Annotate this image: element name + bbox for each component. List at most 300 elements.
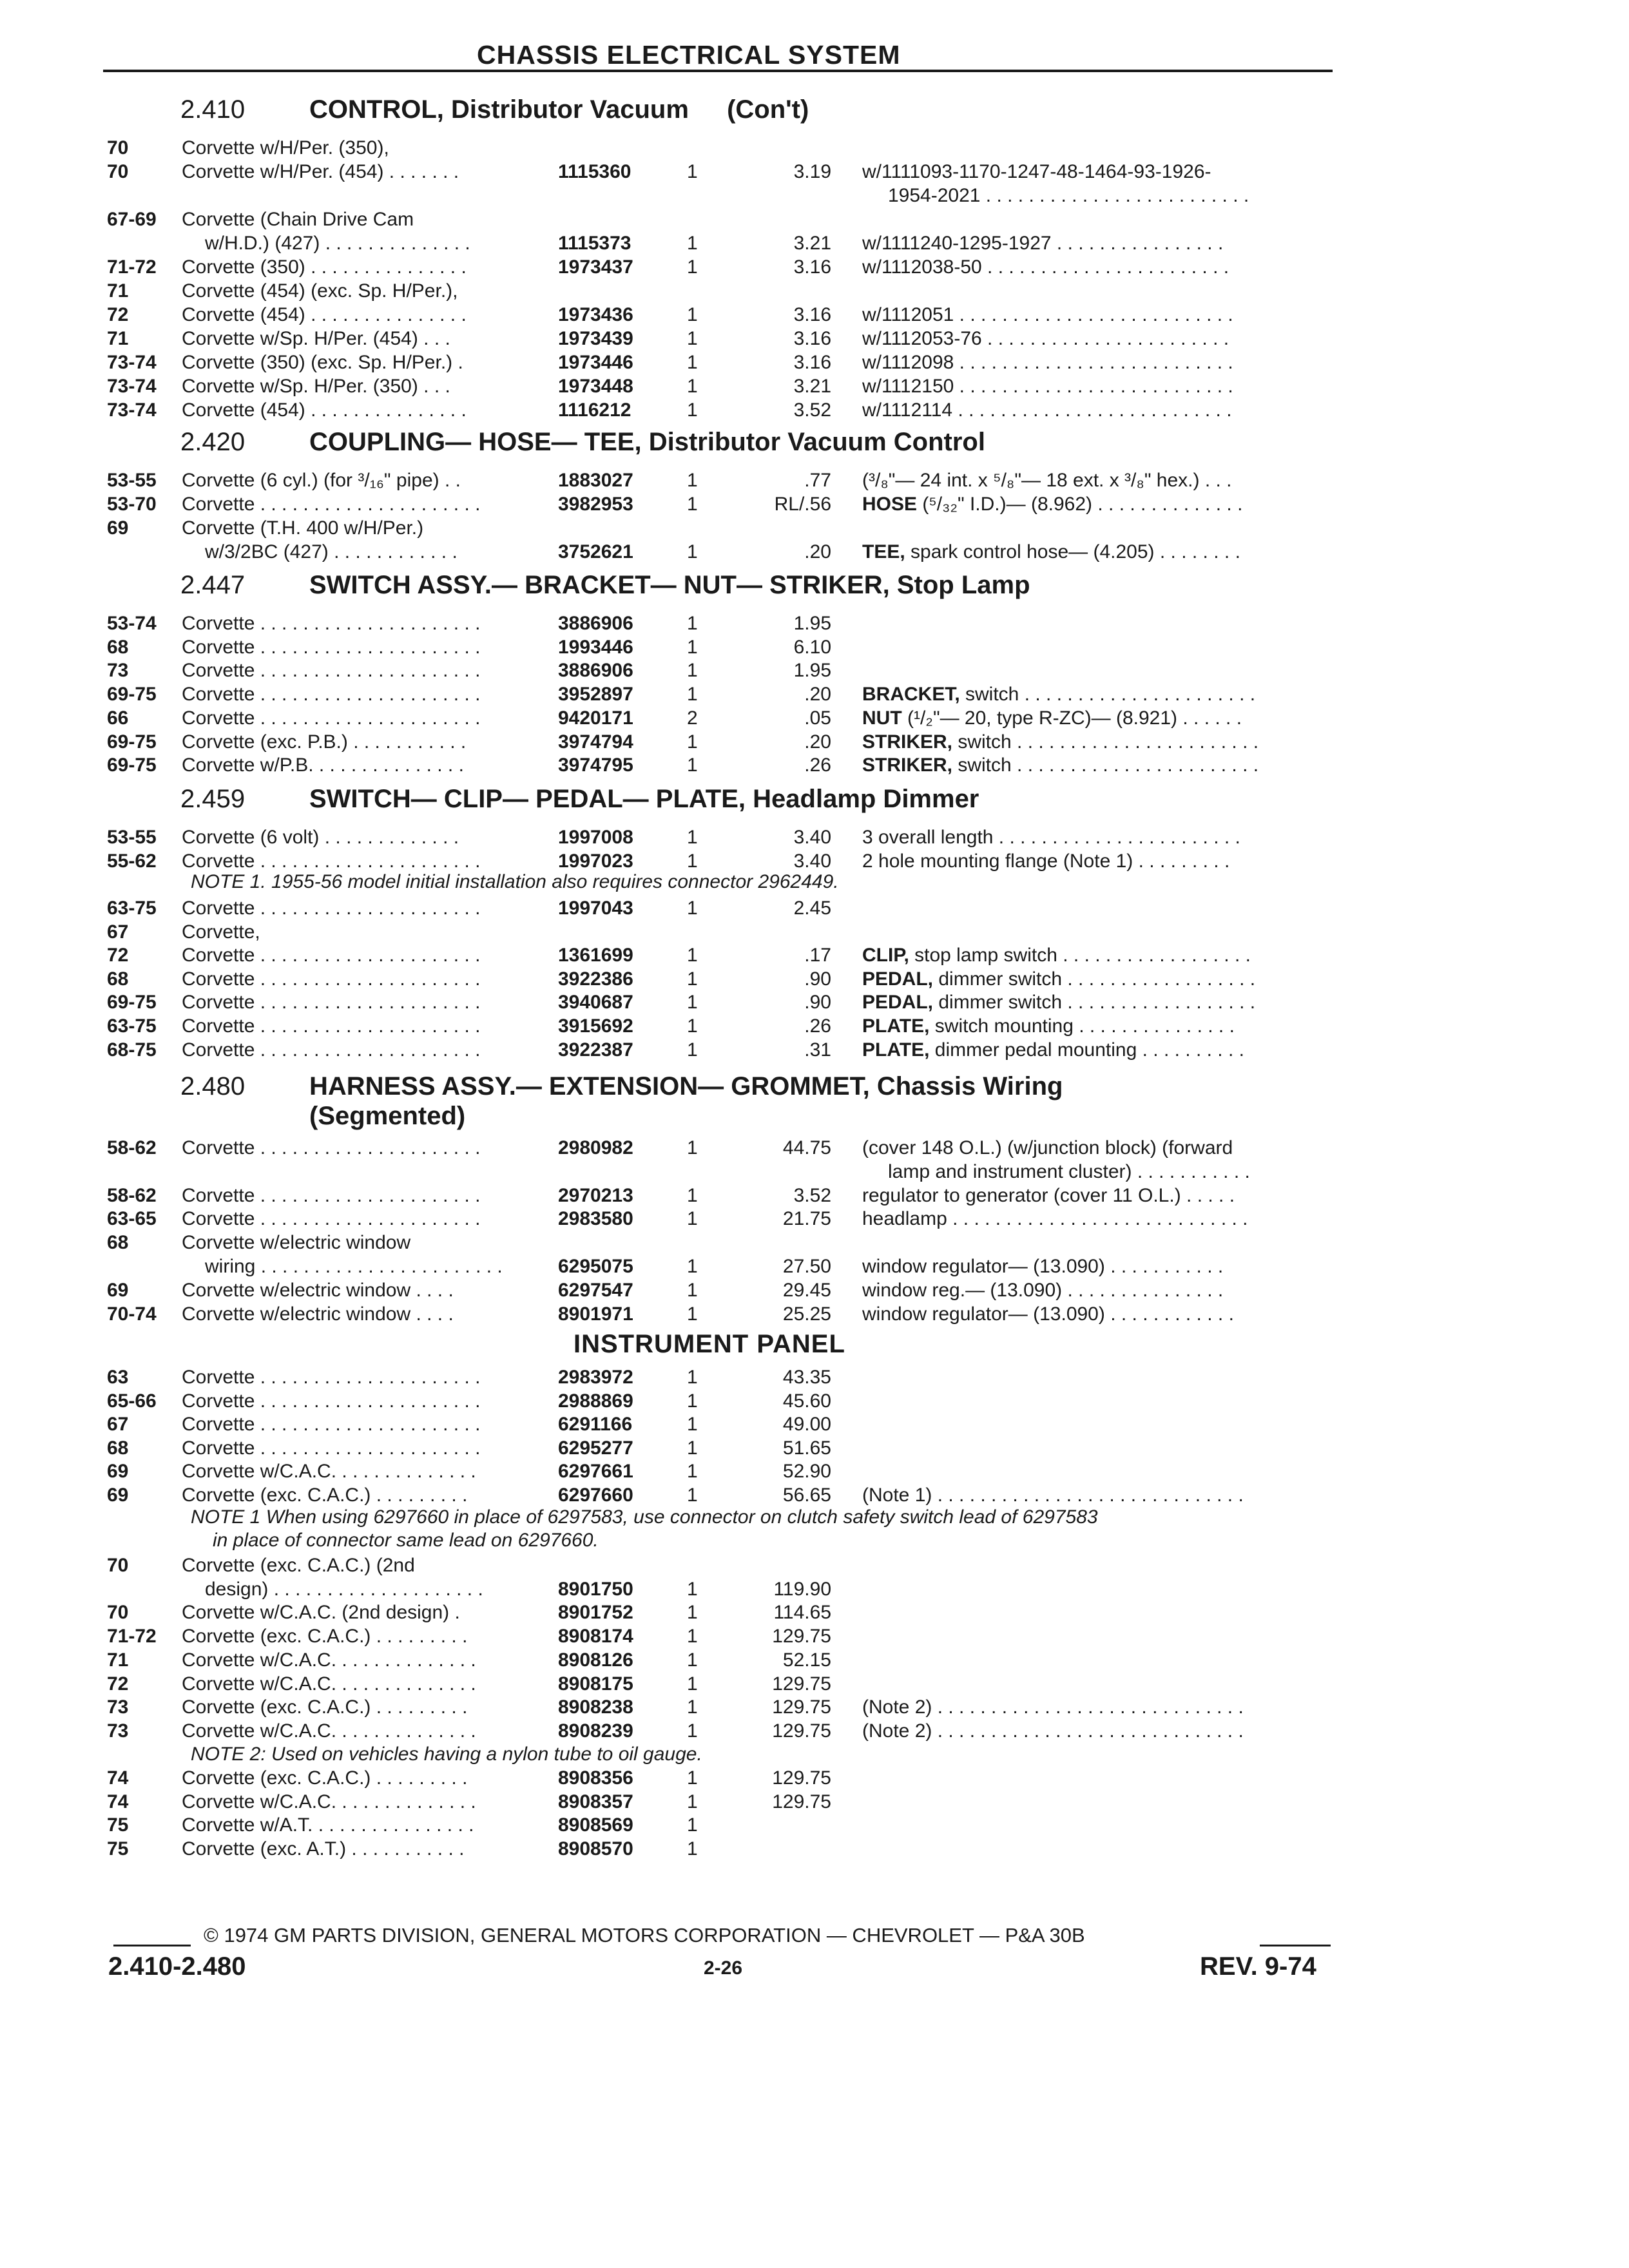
model-year: 58-62 bbox=[107, 1184, 157, 1206]
price: .20 bbox=[804, 541, 831, 562]
price: 129.75 bbox=[772, 1696, 831, 1718]
table-row bbox=[0, 375, 1629, 398]
part-number: 1116212 bbox=[558, 399, 631, 421]
table-row bbox=[0, 1231, 1629, 1254]
footer-copyright: © 1974 GM PARTS DIVISION, GENERAL MOTORS CORPORATION — CHEVROLET — P&A 30B bbox=[204, 1924, 1085, 1946]
table-row bbox=[0, 991, 1629, 1014]
notes bbox=[862, 754, 1258, 777]
part-number: 3982953 bbox=[558, 494, 633, 515]
part-number: 1997023 bbox=[558, 850, 633, 872]
model-year: 69-75 bbox=[107, 754, 157, 776]
table-row bbox=[0, 1814, 1629, 1837]
notes-text: dimmer switch . . . . . . . . . . . . . . . . . . bbox=[933, 992, 1256, 1014]
description: Corvette w/electric window . . . . bbox=[182, 1279, 454, 1301]
part-number: 1115360 bbox=[558, 161, 631, 182]
model-year: 71 bbox=[107, 280, 129, 302]
quantity: 1 bbox=[687, 328, 698, 349]
price: .20 bbox=[804, 684, 831, 706]
table-row bbox=[0, 232, 1629, 255]
quantity: 1 bbox=[687, 1626, 698, 1648]
part-number: 2970213 bbox=[558, 1184, 633, 1206]
notes: w/1112098 . . . . . . . . . . . . . . . . . . . . . . . . . . bbox=[862, 352, 1233, 373]
table-row bbox=[0, 327, 1629, 351]
notes-text: stop lamp switch . . . . . . . . . . . . . . . . . . bbox=[909, 945, 1251, 966]
part-number: 1997008 bbox=[558, 827, 633, 848]
table-row bbox=[0, 351, 1629, 374]
notes: headlamp . . . . . . . . . . . . . . . . . . . . . . . . . . . . bbox=[862, 1208, 1248, 1230]
price: 3.16 bbox=[793, 352, 831, 373]
price: .31 bbox=[804, 1039, 831, 1061]
price: RL/.56 bbox=[774, 494, 831, 515]
notes-text: dimmer switch . . . . . . . . . . . . . . . . . . bbox=[933, 968, 1256, 990]
table-row bbox=[0, 1791, 1629, 1814]
quantity: 1 bbox=[687, 1485, 698, 1506]
notes: w/1111240-1295-1927 . . . . . . . . . . . . . . . . bbox=[862, 233, 1224, 254]
part-number: 8908357 bbox=[558, 1791, 633, 1812]
notes bbox=[862, 1015, 1235, 1038]
table-row bbox=[0, 1696, 1629, 1719]
notes: w/1112051 . . . . . . . . . . . . . . . . . . . . . . . . . . bbox=[862, 304, 1233, 325]
model-year: 63-75 bbox=[107, 898, 157, 919]
model-year: 68 bbox=[107, 1232, 129, 1254]
part-number: 6291166 bbox=[558, 1414, 633, 1436]
price: 2.45 bbox=[793, 898, 831, 919]
model-year: 70 bbox=[107, 161, 129, 182]
page-title: CHASSIS ELECTRICAL SYSTEM bbox=[477, 40, 901, 70]
table-row bbox=[0, 1160, 1629, 1184]
table-row bbox=[0, 1390, 1629, 1413]
quantity: 1 bbox=[687, 1767, 698, 1789]
note-panel-1-cont: in place of connector same lead on 6297660. bbox=[213, 1530, 599, 1551]
model-year: 73-74 bbox=[107, 376, 157, 397]
part-number: 8908175 bbox=[558, 1673, 633, 1695]
footer-section-range: 2.410-2.480 bbox=[108, 1952, 246, 1981]
model-year: 53-70 bbox=[107, 494, 157, 515]
model-year: 69-75 bbox=[107, 684, 157, 706]
description: Corvette . . . . . . . . . . . . . . . . . . . . . bbox=[182, 1208, 481, 1230]
description: Corvette w/C.A.C. . . . . . . . . . . . . . bbox=[182, 1791, 476, 1812]
model-year: 69-75 bbox=[107, 731, 157, 753]
item-keyword: HOSE bbox=[862, 494, 918, 515]
quantity: 1 bbox=[687, 731, 698, 753]
item-keyword: PEDAL, bbox=[862, 992, 934, 1014]
model-year: 71 bbox=[107, 1649, 129, 1671]
section-heading-2447 bbox=[180, 571, 1030, 600]
quantity: 1 bbox=[687, 1720, 698, 1742]
item-keyword: NUT bbox=[862, 707, 902, 729]
price: 44.75 bbox=[782, 1137, 831, 1158]
notes-text: switch . . . . . . . . . . . . . . . . . . . . . . bbox=[959, 684, 1256, 706]
quantity: 1 bbox=[687, 827, 698, 848]
price: 3.40 bbox=[793, 850, 831, 872]
model-year: 65-66 bbox=[107, 1390, 157, 1412]
table-row bbox=[0, 1039, 1629, 1062]
description: Corvette w/C.A.C. . . . . . . . . . . . . . bbox=[182, 1649, 476, 1671]
part-number: 1973448 bbox=[558, 376, 633, 397]
notes: 1954-2021 . . . . . . . . . . . . . . . . . . . . . . . . . bbox=[888, 185, 1249, 206]
quantity: 2 bbox=[687, 707, 698, 729]
price: .20 bbox=[804, 731, 831, 753]
description: Corvette . . . . . . . . . . . . . . . . . . . . . bbox=[182, 1367, 481, 1388]
section-number: 2.410 bbox=[180, 95, 246, 124]
table-row bbox=[0, 469, 1629, 492]
part-number: 6297547 bbox=[558, 1279, 633, 1301]
description: Corvette w/C.A.C. . . . . . . . . . . . . . bbox=[182, 1461, 476, 1483]
notes bbox=[862, 944, 1251, 967]
item-keyword: PLATE, bbox=[862, 1015, 930, 1037]
model-year: 69-75 bbox=[107, 992, 157, 1014]
footer-rule-right bbox=[1260, 1945, 1331, 1946]
table-row bbox=[0, 1015, 1629, 1038]
notes-text: switch mounting . . . . . . . . . . . . . . . bbox=[929, 1015, 1235, 1037]
description: Corvette (6 cyl.) (for ³/₁₆" pipe) . . bbox=[182, 470, 461, 491]
table-row bbox=[0, 517, 1629, 540]
quantity: 1 bbox=[687, 1256, 698, 1277]
price: 129.75 bbox=[772, 1673, 831, 1695]
part-number: 1361699 bbox=[558, 945, 633, 966]
quantity: 1 bbox=[687, 352, 698, 373]
model-year: 73-74 bbox=[107, 399, 157, 421]
quantity: 1 bbox=[687, 850, 698, 872]
model-year: 72 bbox=[107, 945, 129, 966]
notes: 2 hole mounting flange (Note 1) . . . . . . . . . bbox=[862, 850, 1230, 872]
table-row bbox=[0, 160, 1629, 184]
model-year: 67 bbox=[107, 1414, 129, 1436]
item-keyword: PEDAL, bbox=[862, 968, 934, 990]
model-year: 73-74 bbox=[107, 352, 157, 373]
section-suffix: (Con't) bbox=[727, 95, 809, 124]
table-row bbox=[0, 493, 1629, 516]
price: 45.60 bbox=[782, 1390, 831, 1412]
table-row bbox=[0, 659, 1629, 682]
part-number: 2980982 bbox=[558, 1137, 633, 1158]
description: Corvette . . . . . . . . . . . . . . . . . . . . . bbox=[182, 1184, 481, 1206]
table-row bbox=[0, 612, 1629, 635]
description: Corvette . . . . . . . . . . . . . . . . . . . . . bbox=[182, 1390, 481, 1412]
quantity: 1 bbox=[687, 1303, 698, 1325]
quantity: 1 bbox=[687, 754, 698, 776]
price: 25.25 bbox=[782, 1303, 831, 1325]
price: 119.90 bbox=[773, 1578, 831, 1600]
description: Corvette . . . . . . . . . . . . . . . . . . . . . bbox=[182, 660, 481, 682]
table-row bbox=[0, 1366, 1629, 1389]
notes: 3 overall length . . . . . . . . . . . . . . . . . . . . . . . bbox=[862, 827, 1240, 848]
table-row bbox=[0, 1625, 1629, 1648]
model-year: 72 bbox=[107, 304, 129, 325]
part-number: 3886906 bbox=[558, 660, 633, 682]
description: Corvette . . . . . . . . . . . . . . . . . . . . . bbox=[182, 992, 481, 1014]
table-row bbox=[0, 826, 1629, 849]
quantity: 1 bbox=[687, 1838, 698, 1860]
description: Corvette (exc. C.A.C.) . . . . . . . . . bbox=[182, 1696, 468, 1718]
item-keyword: TEE, bbox=[862, 541, 905, 562]
table-row bbox=[0, 1279, 1629, 1302]
price: 3.21 bbox=[793, 376, 831, 397]
table-row bbox=[0, 303, 1629, 327]
price: .26 bbox=[804, 1015, 831, 1037]
description: Corvette, bbox=[182, 921, 260, 943]
price: 114.65 bbox=[773, 1602, 831, 1624]
model-year: 66 bbox=[107, 707, 129, 729]
part-number: 2983580 bbox=[558, 1208, 633, 1230]
description: Corvette . . . . . . . . . . . . . . . . . . . . . bbox=[182, 945, 481, 966]
description: Corvette (6 volt) . . . . . . . . . . . . . bbox=[182, 827, 459, 848]
notes: (cover 148 O.L.) (w/junction block) (forward bbox=[862, 1137, 1233, 1158]
note-2459: NOTE 1. 1955-56 model initial installation also requires connector 2962449. bbox=[191, 871, 839, 892]
model-year: 63-75 bbox=[107, 1015, 157, 1037]
quantity: 1 bbox=[687, 399, 698, 421]
quantity: 1 bbox=[687, 1137, 698, 1158]
quantity: 1 bbox=[687, 161, 698, 182]
model-year: 69 bbox=[107, 1461, 129, 1483]
notes: regulator to generator (cover 11 O.L.) . . . . . bbox=[862, 1184, 1235, 1206]
quantity: 1 bbox=[687, 1279, 698, 1301]
model-year: 71-72 bbox=[107, 1626, 157, 1648]
description: Corvette (T.H. 400 w/H/Per.) bbox=[182, 517, 424, 539]
description: Corvette . . . . . . . . . . . . . . . . . . . . . bbox=[182, 968, 481, 990]
table-row bbox=[0, 399, 1629, 422]
quantity: 1 bbox=[687, 684, 698, 706]
part-number: 8908238 bbox=[558, 1696, 633, 1718]
table-row bbox=[0, 897, 1629, 920]
part-number: 1993446 bbox=[558, 636, 633, 658]
item-keyword: BRACKET, bbox=[862, 684, 960, 706]
model-year: 63-65 bbox=[107, 1208, 157, 1230]
price: 56.65 bbox=[782, 1485, 831, 1506]
model-year: 68-75 bbox=[107, 1039, 157, 1061]
table-row bbox=[0, 1437, 1629, 1460]
part-number: 1973439 bbox=[558, 328, 633, 349]
notes bbox=[862, 968, 1255, 991]
notes bbox=[862, 707, 1242, 730]
part-number: 6297661 bbox=[558, 1461, 633, 1483]
quantity: 1 bbox=[687, 1461, 698, 1483]
part-number: 8908126 bbox=[558, 1649, 633, 1671]
model-year: 67-69 bbox=[107, 209, 157, 230]
description: Corvette (350) (exc. Sp. H/Per.) . bbox=[182, 352, 463, 373]
note-panel-2: NOTE 2: Used on vehicles having a nylon tube to oil gauge. bbox=[191, 1744, 702, 1765]
notes bbox=[862, 731, 1258, 754]
table-row bbox=[0, 636, 1629, 659]
price: .90 bbox=[804, 968, 831, 990]
description: w/3/2BC (427) . . . . . . . . . . . . bbox=[205, 541, 458, 562]
model-year: 73 bbox=[107, 1696, 129, 1718]
quantity: 1 bbox=[687, 304, 698, 325]
model-year: 72 bbox=[107, 1673, 129, 1695]
table-row bbox=[0, 1484, 1629, 1507]
model-year: 75 bbox=[107, 1814, 129, 1836]
model-year: 53-55 bbox=[107, 470, 157, 491]
model-year: 53-74 bbox=[107, 613, 157, 634]
title-rule bbox=[103, 70, 1333, 72]
notes: window regulator— (13.090) . . . . . . . . . . . bbox=[862, 1256, 1224, 1277]
part-number: 1973436 bbox=[558, 304, 633, 325]
price: 51.65 bbox=[782, 1437, 831, 1459]
notes: lamp and instrument cluster) . . . . . . . . . . . bbox=[888, 1160, 1250, 1182]
quantity: 1 bbox=[687, 898, 698, 919]
model-year: 68 bbox=[107, 636, 129, 658]
model-year: 70 bbox=[107, 1555, 129, 1576]
part-number: 2988869 bbox=[558, 1390, 633, 1412]
description: Corvette w/H/Per. (350), bbox=[182, 137, 389, 159]
part-number: 3752621 bbox=[558, 541, 633, 562]
description: Corvette . . . . . . . . . . . . . . . . . . . . . bbox=[182, 1039, 481, 1061]
quantity: 1 bbox=[687, 494, 698, 515]
notes bbox=[862, 683, 1255, 706]
part-number: 6295075 bbox=[558, 1256, 633, 1277]
part-number: 8901971 bbox=[558, 1303, 633, 1325]
table-row bbox=[0, 208, 1629, 231]
item-keyword: STRIKER, bbox=[862, 754, 953, 776]
part-number: 6295277 bbox=[558, 1437, 633, 1459]
notes-text: (⁵/₃₂" I.D.)— (8.962) . . . . . . . . . . . . . . bbox=[917, 494, 1243, 515]
quantity: 1 bbox=[687, 1390, 698, 1412]
part-number: 8901752 bbox=[558, 1602, 633, 1624]
table-row bbox=[0, 1460, 1629, 1483]
notes: w/1111093-1170-1247-48-1464-93-1926- bbox=[862, 161, 1211, 182]
notes: (³/₈"— 24 int. x ⁵/₈"— 18 ext. x ³/₈" hex.) . . . bbox=[862, 470, 1232, 491]
quantity: 1 bbox=[687, 1015, 698, 1037]
item-keyword: PLATE, bbox=[862, 1039, 930, 1061]
notes: (Note 2) . . . . . . . . . . . . . . . . . . . . . . . . . . . . . bbox=[862, 1720, 1244, 1742]
quantity: 1 bbox=[687, 636, 698, 658]
notes: w/1112053-76 . . . . . . . . . . . . . . . . . . . . . . . bbox=[862, 328, 1229, 349]
description: Corvette (454) . . . . . . . . . . . . . . . bbox=[182, 304, 467, 325]
part-number: 8908569 bbox=[558, 1814, 633, 1836]
price: 43.35 bbox=[782, 1367, 831, 1388]
quantity: 1 bbox=[687, 1649, 698, 1671]
model-year: 69 bbox=[107, 1279, 129, 1301]
price: 129.75 bbox=[772, 1626, 831, 1648]
price: 1.95 bbox=[793, 613, 831, 634]
table-row bbox=[0, 707, 1629, 730]
description: Corvette w/C.A.C. . . . . . . . . . . . . . bbox=[182, 1673, 476, 1695]
table-row bbox=[0, 1413, 1629, 1436]
description: Corvette . . . . . . . . . . . . . . . . . . . . . bbox=[182, 1015, 481, 1037]
description: Corvette . . . . . . . . . . . . . . . . . . . . . bbox=[182, 494, 481, 515]
model-year: 68 bbox=[107, 1437, 129, 1459]
model-year: 58-62 bbox=[107, 1137, 157, 1158]
model-year: 73 bbox=[107, 660, 129, 682]
table-row bbox=[0, 944, 1629, 967]
description: Corvette (350) . . . . . . . . . . . . . . . bbox=[182, 256, 467, 278]
quantity: 1 bbox=[687, 1673, 698, 1695]
quantity: 1 bbox=[687, 1814, 698, 1836]
instrument-panel-heading: INSTRUMENT PANEL bbox=[574, 1330, 845, 1358]
notes: w/1112114 . . . . . . . . . . . . . . . . . . . . . . . . . . bbox=[862, 399, 1232, 421]
table-row bbox=[0, 731, 1629, 754]
quantity: 1 bbox=[687, 470, 698, 491]
description: w/H.D.) (427) . . . . . . . . . . . . . . bbox=[205, 233, 470, 254]
notes: window reg.— (13.090) . . . . . . . . . . . . . . . bbox=[862, 1279, 1224, 1301]
table-row bbox=[0, 1649, 1629, 1672]
price: 21.75 bbox=[782, 1208, 831, 1230]
description: Corvette . . . . . . . . . . . . . . . . . . . . . bbox=[182, 1414, 481, 1436]
description: Corvette (exc. A.T.) . . . . . . . . . . . bbox=[182, 1838, 465, 1860]
part-number: 9420171 bbox=[558, 707, 633, 729]
model-year: 67 bbox=[107, 921, 129, 943]
part-number: 8908570 bbox=[558, 1838, 633, 1860]
quantity: 1 bbox=[687, 613, 698, 634]
model-year: 63 bbox=[107, 1367, 129, 1388]
part-number: 3922386 bbox=[558, 968, 633, 990]
description: Corvette . . . . . . . . . . . . . . . . . . . . . bbox=[182, 898, 481, 919]
notes: (Note 1) . . . . . . . . . . . . . . . . . . . . . . . . . . . . . bbox=[862, 1485, 1244, 1506]
price: 3.52 bbox=[793, 399, 831, 421]
section-title: HARNESS ASSY.— EXTENSION— GROMMET, Chassis Wiring bbox=[309, 1072, 1063, 1100]
table-row bbox=[0, 256, 1629, 279]
section-title: CONTROL, Distributor Vacuum bbox=[309, 95, 689, 124]
description: Corvette w/H/Per. (454) . . . . . . . bbox=[182, 161, 459, 182]
price: 49.00 bbox=[782, 1414, 831, 1436]
price: .17 bbox=[804, 945, 831, 966]
notes-text: dimmer pedal mounting . . . . . . . . . . bbox=[929, 1039, 1244, 1061]
model-year: 70 bbox=[107, 1602, 129, 1624]
table-row bbox=[0, 280, 1629, 303]
price: 29.45 bbox=[782, 1279, 831, 1301]
section-heading-2410 bbox=[180, 95, 809, 124]
table-row bbox=[0, 850, 1629, 873]
section-number: 2.447 bbox=[180, 571, 246, 599]
model-year: 69 bbox=[107, 517, 129, 539]
footer-page-number: 2-26 bbox=[704, 1957, 743, 1979]
part-number: 1115373 bbox=[558, 233, 631, 254]
description: Corvette w/A.T. . . . . . . . . . . . . . . . bbox=[182, 1814, 474, 1836]
description: Corvette . . . . . . . . . . . . . . . . . . . . . bbox=[182, 1437, 481, 1459]
table-row bbox=[0, 137, 1629, 160]
part-number: 8908174 bbox=[558, 1626, 633, 1648]
description: Corvette w/C.A.C. (2nd design) . bbox=[182, 1602, 460, 1624]
description: Corvette . . . . . . . . . . . . . . . . . . . . . bbox=[182, 613, 481, 634]
table-row bbox=[0, 683, 1629, 706]
section-number: 2.420 bbox=[180, 428, 246, 456]
notes-text: switch . . . . . . . . . . . . . . . . . . . . . . . bbox=[952, 731, 1259, 753]
model-year: 70-74 bbox=[107, 1303, 157, 1325]
part-number: 2983972 bbox=[558, 1367, 633, 1388]
part-number: 3974795 bbox=[558, 754, 633, 776]
description: Corvette (exc. C.A.C.) . . . . . . . . . bbox=[182, 1767, 468, 1789]
notes: (Note 2) . . . . . . . . . . . . . . . . . . . . . . . . . . . . . bbox=[862, 1696, 1244, 1718]
notes bbox=[862, 541, 1240, 564]
notes bbox=[862, 493, 1242, 516]
price: 129.75 bbox=[772, 1767, 831, 1789]
description: Corvette . . . . . . . . . . . . . . . . . . . . . bbox=[182, 1137, 481, 1158]
notes-text: (¹/₂"— 20, type R-ZC)— (8.921) . . . . . . bbox=[901, 707, 1242, 729]
table-row bbox=[0, 1578, 1629, 1601]
notes-text: spark control hose— (4.205) . . . . . . . . bbox=[905, 541, 1240, 562]
price: 1.95 bbox=[793, 660, 831, 682]
section-number: 2.459 bbox=[180, 785, 246, 813]
table-row bbox=[0, 754, 1629, 777]
part-number: 3886906 bbox=[558, 613, 633, 634]
section-number: 2.480 bbox=[180, 1072, 246, 1100]
quantity: 1 bbox=[687, 1367, 698, 1388]
table-row bbox=[0, 1207, 1629, 1231]
price: .77 bbox=[804, 470, 831, 491]
model-year: 71 bbox=[107, 328, 129, 349]
table-row bbox=[0, 968, 1629, 991]
model-year: 68 bbox=[107, 968, 129, 990]
quantity: 1 bbox=[687, 1437, 698, 1459]
table-row bbox=[0, 1255, 1629, 1278]
description: Corvette w/Sp. H/Per. (454) . . . bbox=[182, 328, 450, 349]
price: .90 bbox=[804, 992, 831, 1014]
price: 3.16 bbox=[793, 328, 831, 349]
notes bbox=[862, 991, 1255, 1014]
table-row bbox=[0, 1767, 1629, 1790]
description: Corvette w/C.A.C. . . . . . . . . . . . . . bbox=[182, 1720, 476, 1742]
description: Corvette w/electric window bbox=[182, 1232, 411, 1254]
